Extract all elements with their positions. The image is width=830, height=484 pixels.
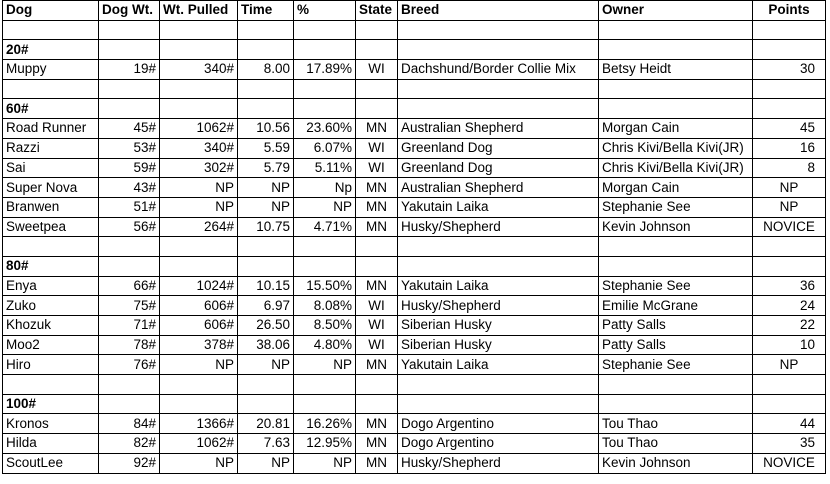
cell-dog: ScoutLee: [3, 453, 99, 473]
cell-state: MN: [356, 434, 398, 454]
cell-percent: 15.50%: [294, 276, 356, 296]
table-row: [3, 60, 826, 80]
cell-breed: Greenland Dog: [398, 158, 599, 178]
cell-weight-pulled: 1062#: [160, 434, 238, 454]
empty-cell: [3, 375, 99, 395]
cell-state: WI: [356, 296, 398, 316]
empty-cell: [99, 79, 160, 99]
cell-percent: 12.95%: [294, 434, 356, 454]
cell-weight-pulled: NP: [160, 197, 238, 217]
empty-cell: [599, 20, 753, 40]
cell-percent: NP: [294, 453, 356, 473]
empty-cell: [753, 256, 826, 276]
spacer-row: [3, 79, 826, 99]
cell-breed: Siberian Husky: [398, 335, 599, 355]
weight-class-label: 20#: [3, 40, 99, 60]
cell-owner: Patty Salls: [599, 335, 753, 355]
cell-breed: Dogo Argentino: [398, 414, 599, 434]
cell-percent: 4.71%: [294, 217, 356, 237]
cell-percent: NP: [294, 197, 356, 217]
cell-points: 44: [753, 414, 826, 434]
empty-cell: [99, 256, 160, 276]
cell-percent: 8.50%: [294, 316, 356, 336]
empty-cell: [356, 40, 398, 60]
cell-breed: Dachshund/Border Collie Mix: [398, 60, 599, 80]
cell-state: MN: [356, 276, 398, 296]
cell-owner: Kevin Johnson: [599, 453, 753, 473]
cell-dog: Razzi: [3, 138, 99, 158]
cell-dog: Hiro: [3, 355, 99, 375]
cell-dog-weight: 92#: [99, 453, 160, 473]
cell-time: NP: [238, 178, 294, 198]
empty-cell: [398, 237, 599, 257]
cell-percent: NP: [294, 355, 356, 375]
cell-owner: Stephanie See: [599, 355, 753, 375]
empty-cell: [356, 394, 398, 414]
empty-cell: [294, 79, 356, 99]
cell-dog-weight: 78#: [99, 335, 160, 355]
cell-percent: 8.08%: [294, 296, 356, 316]
cell-dog: Super Nova: [3, 178, 99, 198]
results-table: [2, 0, 826, 474]
empty-cell: [99, 394, 160, 414]
cell-time: 8.00: [238, 60, 294, 80]
empty-cell: [238, 394, 294, 414]
empty-cell: [238, 40, 294, 60]
table-row: [3, 355, 826, 375]
cell-owner: Tou Thao: [599, 434, 753, 454]
header-dog: Dog: [3, 1, 99, 21]
cell-time: 5.59: [238, 138, 294, 158]
empty-cell: [238, 79, 294, 99]
cell-dog-weight: 71#: [99, 316, 160, 336]
table-row: [3, 453, 826, 473]
cell-owner: Kevin Johnson: [599, 217, 753, 237]
cell-breed: Yakutain Laika: [398, 276, 599, 296]
cell-breed: Siberian Husky: [398, 316, 599, 336]
cell-dog: Branwen: [3, 197, 99, 217]
empty-cell: [753, 99, 826, 119]
table-row: [3, 296, 826, 316]
cell-owner: Stephanie See: [599, 276, 753, 296]
cell-points: NOVICE: [753, 217, 826, 237]
cell-time: NP: [238, 355, 294, 375]
cell-dog: Muppy: [3, 60, 99, 80]
header-weight-pulled: Wt. Pulled: [160, 1, 238, 21]
cell-dog-weight: 53#: [99, 138, 160, 158]
cell-time: 20.81: [238, 414, 294, 434]
cell-owner: Patty Salls: [599, 316, 753, 336]
cell-points: 45: [753, 119, 826, 139]
group-label-row: [3, 40, 826, 60]
cell-weight-pulled: 378#: [160, 335, 238, 355]
cell-breed: Husky/Shepherd: [398, 453, 599, 473]
cell-state: MN: [356, 197, 398, 217]
empty-cell: [238, 99, 294, 119]
group-label-row: [3, 394, 826, 414]
cell-owner: Chris Kivi/Bella Kivi(JR): [599, 158, 753, 178]
cell-dog: Sweetpea: [3, 217, 99, 237]
empty-cell: [294, 256, 356, 276]
empty-cell: [294, 237, 356, 257]
cell-dog: Road Runner: [3, 119, 99, 139]
cell-owner: Stephanie See: [599, 197, 753, 217]
cell-state: WI: [356, 60, 398, 80]
table-row: [3, 434, 826, 454]
table-row: [3, 119, 826, 139]
empty-cell: [99, 20, 160, 40]
header-time: Time: [238, 1, 294, 21]
cell-time: 6.97: [238, 296, 294, 316]
empty-cell: [238, 237, 294, 257]
empty-cell: [599, 256, 753, 276]
empty-cell: [356, 237, 398, 257]
empty-cell: [398, 99, 599, 119]
cell-points: NOVICE: [753, 453, 826, 473]
cell-state: WI: [356, 335, 398, 355]
cell-owner: Morgan Cain: [599, 178, 753, 198]
cell-points: NP: [753, 178, 826, 198]
header-owner: Owner: [599, 1, 753, 21]
cell-dog-weight: 76#: [99, 355, 160, 375]
empty-cell: [356, 79, 398, 99]
empty-cell: [398, 256, 599, 276]
cell-dog: Zuko: [3, 296, 99, 316]
cell-time: 26.50: [238, 316, 294, 336]
cell-breed: Yakutain Laika: [398, 355, 599, 375]
cell-dog-weight: 43#: [99, 178, 160, 198]
empty-cell: [599, 394, 753, 414]
empty-cell: [356, 99, 398, 119]
cell-time: NP: [238, 197, 294, 217]
empty-cell: [160, 79, 238, 99]
empty-cell: [398, 40, 599, 60]
cell-dog-weight: 19#: [99, 60, 160, 80]
table-row: [3, 217, 826, 237]
cell-points: 16: [753, 138, 826, 158]
table-row: [3, 276, 826, 296]
cell-percent: 5.11%: [294, 158, 356, 178]
cell-state: MN: [356, 119, 398, 139]
cell-points: 22: [753, 316, 826, 336]
empty-cell: [238, 375, 294, 395]
empty-cell: [294, 394, 356, 414]
empty-cell: [160, 40, 238, 60]
cell-points: NP: [753, 355, 826, 375]
group-label-row: [3, 256, 826, 276]
empty-cell: [753, 394, 826, 414]
cell-time: 10.56: [238, 119, 294, 139]
empty-cell: [599, 79, 753, 99]
cell-owner: Chris Kivi/Bella Kivi(JR): [599, 138, 753, 158]
table-row: [3, 414, 826, 434]
cell-weight-pulled: 606#: [160, 316, 238, 336]
table-row: [3, 197, 826, 217]
cell-breed: Yakutain Laika: [398, 197, 599, 217]
cell-breed: Greenland Dog: [398, 138, 599, 158]
cell-weight-pulled: 340#: [160, 60, 238, 80]
empty-cell: [238, 20, 294, 40]
empty-cell: [356, 256, 398, 276]
header-percent: %: [294, 1, 356, 21]
empty-cell: [294, 99, 356, 119]
cell-percent: 4.80%: [294, 335, 356, 355]
empty-cell: [99, 99, 160, 119]
header-points: Points: [753, 1, 826, 21]
empty-cell: [753, 20, 826, 40]
cell-time: 38.06: [238, 335, 294, 355]
empty-cell: [160, 375, 238, 395]
cell-owner: Betsy Heidt: [599, 60, 753, 80]
empty-cell: [3, 20, 99, 40]
empty-cell: [99, 40, 160, 60]
cell-dog: Hilda: [3, 434, 99, 454]
cell-state: MN: [356, 453, 398, 473]
cell-breed: Australian Shepherd: [398, 119, 599, 139]
empty-cell: [99, 237, 160, 257]
cell-dog: Kronos: [3, 414, 99, 434]
cell-dog-weight: 56#: [99, 217, 160, 237]
cell-breed: Husky/Shepherd: [398, 296, 599, 316]
table-row: [3, 335, 826, 355]
empty-cell: [356, 375, 398, 395]
table-row: [3, 178, 826, 198]
empty-cell: [99, 375, 160, 395]
cell-owner: Morgan Cain: [599, 119, 753, 139]
cell-percent: 16.26%: [294, 414, 356, 434]
weight-class-label: 60#: [3, 99, 99, 119]
empty-cell: [160, 394, 238, 414]
cell-percent: 23.60%: [294, 119, 356, 139]
cell-weight-pulled: 606#: [160, 296, 238, 316]
cell-weight-pulled: NP: [160, 178, 238, 198]
empty-cell: [753, 79, 826, 99]
spacer-row: [3, 20, 826, 40]
cell-points: 30: [753, 60, 826, 80]
cell-points: 24: [753, 296, 826, 316]
cell-points: NP: [753, 197, 826, 217]
cell-state: WI: [356, 316, 398, 336]
header-breed: Breed: [398, 1, 599, 21]
cell-weight-pulled: NP: [160, 453, 238, 473]
cell-state: MN: [356, 355, 398, 375]
cell-time: 7.63: [238, 434, 294, 454]
cell-owner: Tou Thao: [599, 414, 753, 434]
empty-cell: [753, 40, 826, 60]
cell-dog: Sai: [3, 158, 99, 178]
cell-weight-pulled: 264#: [160, 217, 238, 237]
cell-time: NP: [238, 453, 294, 473]
weight-class-label: 100#: [3, 394, 99, 414]
cell-owner: Emilie McGrane: [599, 296, 753, 316]
group-label-row: [3, 99, 826, 119]
empty-cell: [3, 237, 99, 257]
cell-dog-weight: 66#: [99, 276, 160, 296]
spacer-row: [3, 237, 826, 257]
empty-cell: [160, 237, 238, 257]
table-row: [3, 158, 826, 178]
cell-breed: Husky/Shepherd: [398, 217, 599, 237]
cell-weight-pulled: 1366#: [160, 414, 238, 434]
cell-percent: 17.89%: [294, 60, 356, 80]
empty-cell: [599, 375, 753, 395]
cell-time: 10.75: [238, 217, 294, 237]
empty-cell: [160, 99, 238, 119]
cell-dog-weight: 45#: [99, 119, 160, 139]
cell-state: MN: [356, 414, 398, 434]
cell-dog-weight: 51#: [99, 197, 160, 217]
cell-dog-weight: 75#: [99, 296, 160, 316]
header-dog-weight: Dog Wt.: [99, 1, 160, 21]
cell-dog-weight: 84#: [99, 414, 160, 434]
cell-weight-pulled: 340#: [160, 138, 238, 158]
cell-breed: Australian Shepherd: [398, 178, 599, 198]
cell-points: 10: [753, 335, 826, 355]
cell-time: 10.15: [238, 276, 294, 296]
cell-dog: Khozuk: [3, 316, 99, 336]
cell-percent: Np: [294, 178, 356, 198]
cell-state: MN: [356, 217, 398, 237]
empty-cell: [294, 20, 356, 40]
cell-state: WI: [356, 138, 398, 158]
cell-dog: Enya: [3, 276, 99, 296]
empty-cell: [398, 394, 599, 414]
empty-cell: [160, 20, 238, 40]
empty-cell: [238, 256, 294, 276]
empty-cell: [294, 40, 356, 60]
cell-points: 8: [753, 158, 826, 178]
empty-cell: [398, 79, 599, 99]
cell-state: MN: [356, 178, 398, 198]
cell-dog-weight: 59#: [99, 158, 160, 178]
empty-cell: [599, 40, 753, 60]
empty-cell: [398, 20, 599, 40]
empty-cell: [294, 375, 356, 395]
cell-time: 5.79: [238, 158, 294, 178]
cell-dog-weight: 82#: [99, 434, 160, 454]
empty-cell: [753, 237, 826, 257]
empty-cell: [3, 79, 99, 99]
cell-state: WI: [356, 158, 398, 178]
table-body: [3, 20, 826, 473]
table-row: [3, 138, 826, 158]
empty-cell: [160, 256, 238, 276]
empty-cell: [599, 99, 753, 119]
header-state: State: [356, 1, 398, 21]
weight-class-label: 80#: [3, 256, 99, 276]
cell-dog: Moo2: [3, 335, 99, 355]
cell-weight-pulled: 1024#: [160, 276, 238, 296]
cell-points: 35: [753, 434, 826, 454]
cell-weight-pulled: NP: [160, 355, 238, 375]
empty-cell: [753, 375, 826, 395]
cell-weight-pulled: 302#: [160, 158, 238, 178]
cell-breed: Dogo Argentino: [398, 434, 599, 454]
empty-cell: [356, 20, 398, 40]
empty-cell: [398, 375, 599, 395]
empty-cell: [599, 237, 753, 257]
cell-weight-pulled: 1062#: [160, 119, 238, 139]
table-row: [3, 316, 826, 336]
cell-percent: 6.07%: [294, 138, 356, 158]
spacer-row: [3, 375, 826, 395]
cell-points: 36: [753, 276, 826, 296]
header-row: [3, 1, 826, 21]
